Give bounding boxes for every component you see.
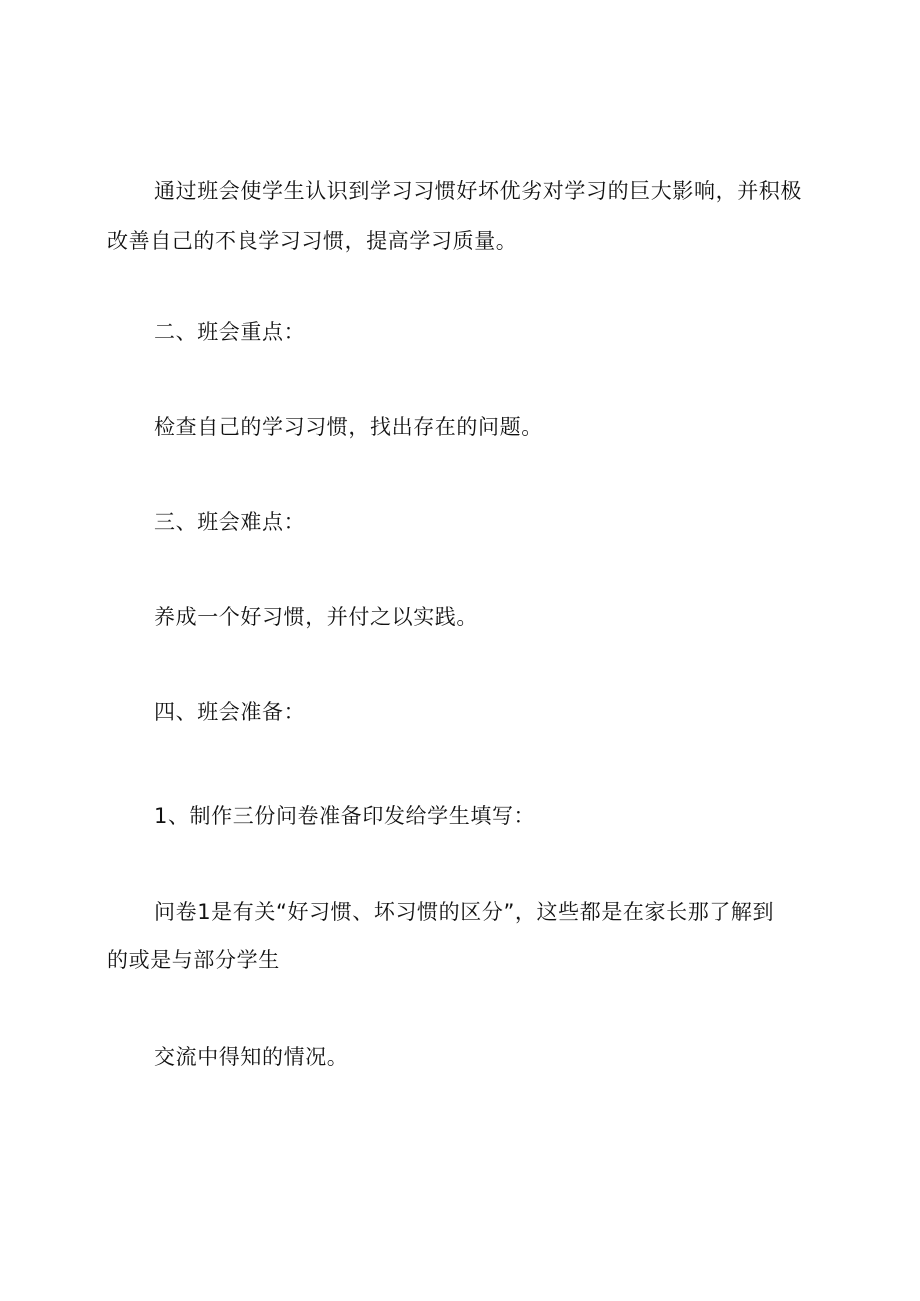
section-4-heading: 四、班会准备： bbox=[154, 700, 306, 724]
goal-paragraph-line-1: 通过班会使学生认识到学习习惯好坏优劣对学习的巨大影响，并积极 bbox=[154, 179, 802, 203]
section-3-heading: 三、班会难点： bbox=[154, 510, 306, 534]
questionnaire-1-line-1: 问卷1是有关“好习惯、坏习惯的区分”，这些都是在家长那了解到 bbox=[154, 900, 775, 924]
section-3-body: 养成一个好习惯，并付之以实践。 bbox=[154, 605, 478, 629]
section-2-heading: 二、班会重点： bbox=[154, 320, 306, 344]
section-2-body: 检查自己的学习习惯，找出存在的问题。 bbox=[154, 415, 543, 439]
goal-paragraph-line-2: 改善自己的不良学习习惯，提高学习质量。 bbox=[107, 229, 518, 253]
questionnaire-1-line-2: 的或是与部分学生 bbox=[107, 948, 280, 972]
questionnaire-1-line-3: 交流中得知的情况。 bbox=[154, 1045, 349, 1069]
section-4-item-1: 1、制作三份问卷准备印发给学生填写： bbox=[154, 804, 536, 828]
